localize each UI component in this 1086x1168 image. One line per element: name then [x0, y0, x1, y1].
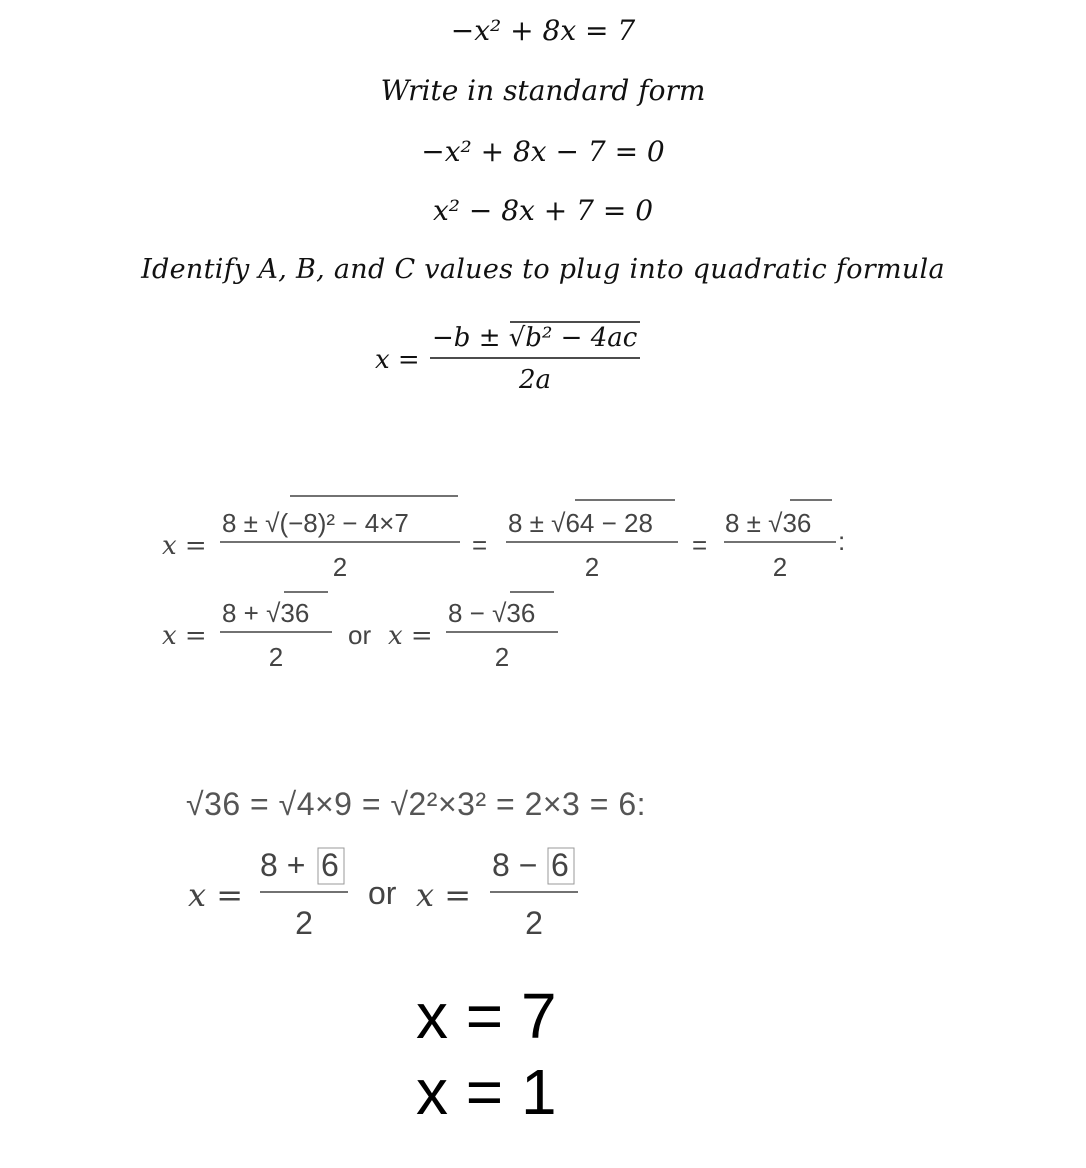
equation-original-text: −x² + 8x = 7 — [450, 14, 636, 47]
formula-denominator: 2a — [518, 365, 552, 395]
numeric-solution-step — [176, 840, 616, 950]
step4-frac2-box-value: 6 — [551, 847, 569, 883]
answer-block — [416, 978, 557, 1130]
step4-frac1-box-value: 6 — [321, 847, 339, 883]
step2-lhs1: x = — [162, 621, 207, 651]
step1-equals-a: = — [472, 530, 488, 560]
step1-frac1-numerator: 8 ± √(−8)² − 4×7 — [222, 508, 409, 538]
step1-frac3-denominator: 2 — [772, 552, 788, 582]
formula-numerator: −b ± √b² − 4ac — [432, 323, 638, 353]
step1-equals-b: = — [692, 530, 708, 560]
formula-lhs: x = — [375, 345, 420, 375]
step2-frac2-denominator: 2 — [494, 642, 510, 672]
substitution-step — [150, 480, 870, 590]
equation-normalized: x² − 8x + 7 = 0 — [432, 194, 654, 227]
answer-x-equals-1: x = 1 — [416, 1056, 557, 1128]
step1-colon: : — [838, 526, 846, 556]
answer-x-equals-7: x = 7 — [416, 980, 557, 1052]
step2-or: or — [348, 620, 372, 650]
instruction-standard-form: Write in standard form — [380, 74, 706, 107]
step1-frac3-numerator: 8 ± √36 — [725, 508, 812, 538]
step1-frac2-numerator: 8 ± √64 − 28 — [508, 508, 653, 538]
step1-frac1-denominator: 2 — [332, 552, 348, 582]
step4-frac1-denominator: 2 — [295, 905, 313, 941]
split-step — [150, 580, 610, 680]
step1-frac2-denominator: 2 — [584, 552, 600, 582]
step4-frac2-denominator: 2 — [525, 905, 543, 941]
step2-frac1-numerator: 8 + √36 — [222, 598, 310, 628]
step1-lhs: x = — [162, 531, 207, 561]
quadratic-formula — [360, 312, 660, 402]
equation-original — [0, 14, 1086, 47]
instruction-identify-abc: Identify A, B, and C values to plug into quadratic formula — [141, 254, 945, 285]
step4-or: or — [368, 875, 397, 911]
equation-standard-form: −x² + 8x − 7 = 0 — [421, 135, 665, 168]
step2-frac1-denominator: 2 — [268, 642, 284, 672]
step4-lhs1: x = — [188, 876, 244, 914]
step2-lhs2: x = — [388, 621, 433, 651]
sqrt-simplification: √36 = √4×9 = √2²×3² = 2×3 = 6: — [186, 786, 646, 822]
step4-frac1-numerator: 8 + — [260, 847, 306, 883]
step2-frac2-numerator: 8 − √36 — [448, 598, 536, 628]
step4-lhs2: x = — [416, 876, 472, 914]
step4-frac2-numerator: 8 − — [492, 847, 538, 883]
